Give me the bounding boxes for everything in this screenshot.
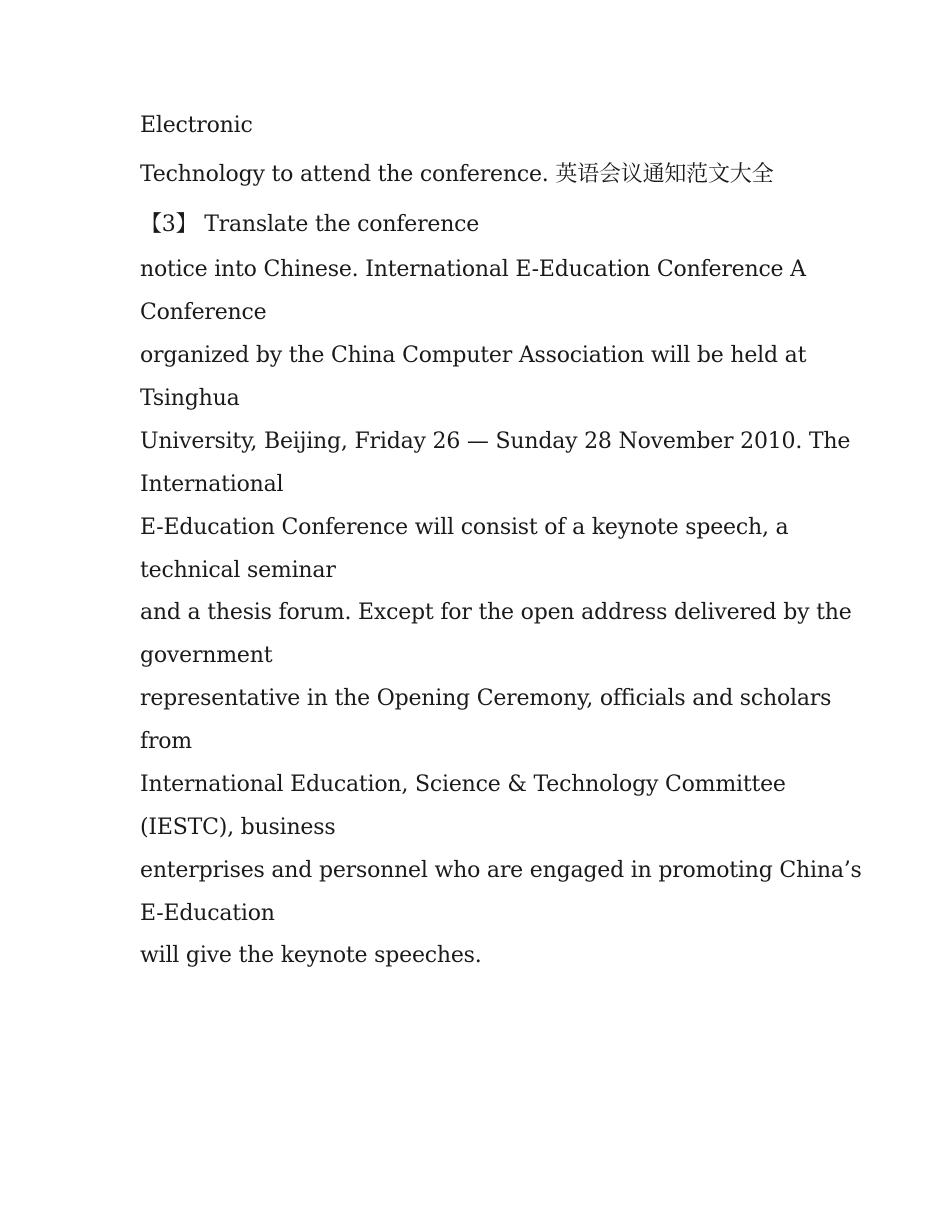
text-line: Electronic bbox=[140, 113, 253, 138]
text-line: organized by the China Computer Association will be held at bbox=[140, 343, 807, 368]
text-line: Tsinghua bbox=[140, 386, 240, 411]
text-line: E-Education Conference will consist of a keynote speech, a bbox=[140, 515, 789, 540]
text-line: from bbox=[140, 729, 192, 754]
text-line: government bbox=[140, 643, 273, 668]
text-line: 【3】 Translate the conference bbox=[140, 212, 480, 237]
text-line: technical seminar bbox=[140, 558, 336, 583]
text-line: International Education, Science & Technology Committee bbox=[140, 772, 786, 797]
text-line: International bbox=[140, 472, 284, 497]
text-line: University, Beijing, Friday 26 — Sunday 28 November 2010. The bbox=[140, 429, 851, 454]
text-line: Technology to attend the conference. 英语会议通知范文大全 bbox=[140, 162, 774, 187]
text-line: representative in the Opening Ceremony, officials and scholars bbox=[140, 686, 832, 711]
text-line: notice into Chinese. International E-Education Conference A bbox=[140, 257, 806, 282]
text-line: (IESTC), business bbox=[140, 815, 336, 840]
text-line: will give the keynote speeches. bbox=[140, 943, 482, 968]
text-line: E-Education bbox=[140, 901, 275, 926]
text-line: and a thesis forum. Except for the open address delivered by the bbox=[140, 600, 852, 625]
text-line: enterprises and personnel who are engaged in promoting China’s bbox=[140, 858, 862, 883]
text-line: Conference bbox=[140, 300, 267, 325]
